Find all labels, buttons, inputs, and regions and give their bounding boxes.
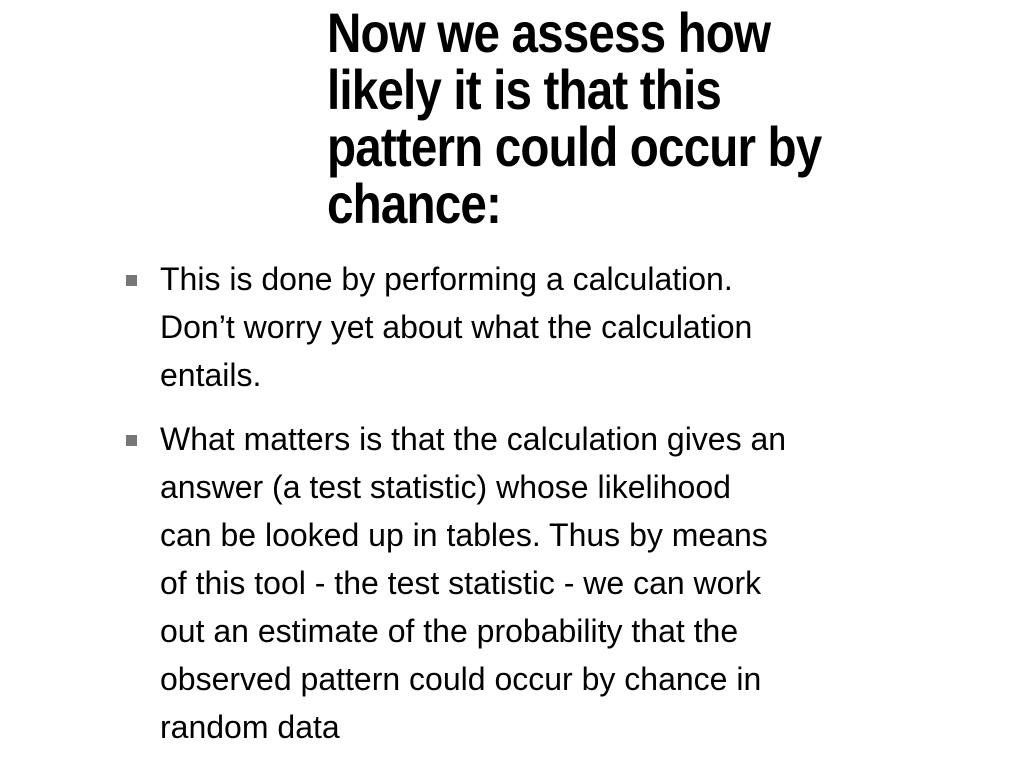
bullet-line: out an estimate of the probability that the (160, 613, 739, 649)
square-bullet-icon (126, 435, 137, 446)
bullet-line: Don’t worry yet about what the calculation (160, 309, 753, 345)
bullet-text (160, 415, 920, 751)
bullet-line: What matters is that the calculation gives an (160, 421, 787, 457)
title-line: chance: (327, 172, 501, 235)
bullet-item (120, 255, 920, 399)
bullet-line: answer (a test statistic) whose likelihood (160, 469, 731, 505)
bullet-item (120, 415, 920, 751)
bullet-list (120, 255, 920, 767)
title-line: Now we assess how (327, 1, 771, 64)
bullet-line: This is done by performing a calculation. (160, 261, 733, 297)
bullet-line: entails. (160, 357, 262, 393)
bullet-line: random data (160, 709, 340, 745)
slide-title (327, 1, 871, 235)
bullet-text (160, 255, 920, 399)
bullet-line: of this tool - the test statistic - we can work (160, 565, 762, 601)
bullet-line: can be looked up in tables. Thus by means (160, 517, 768, 553)
bullet-line: observed pattern could occur by chance in (160, 661, 762, 697)
title-line: pattern could occur by (327, 115, 822, 178)
square-bullet-icon (126, 275, 137, 286)
title-line: likely it is that this (327, 58, 721, 121)
